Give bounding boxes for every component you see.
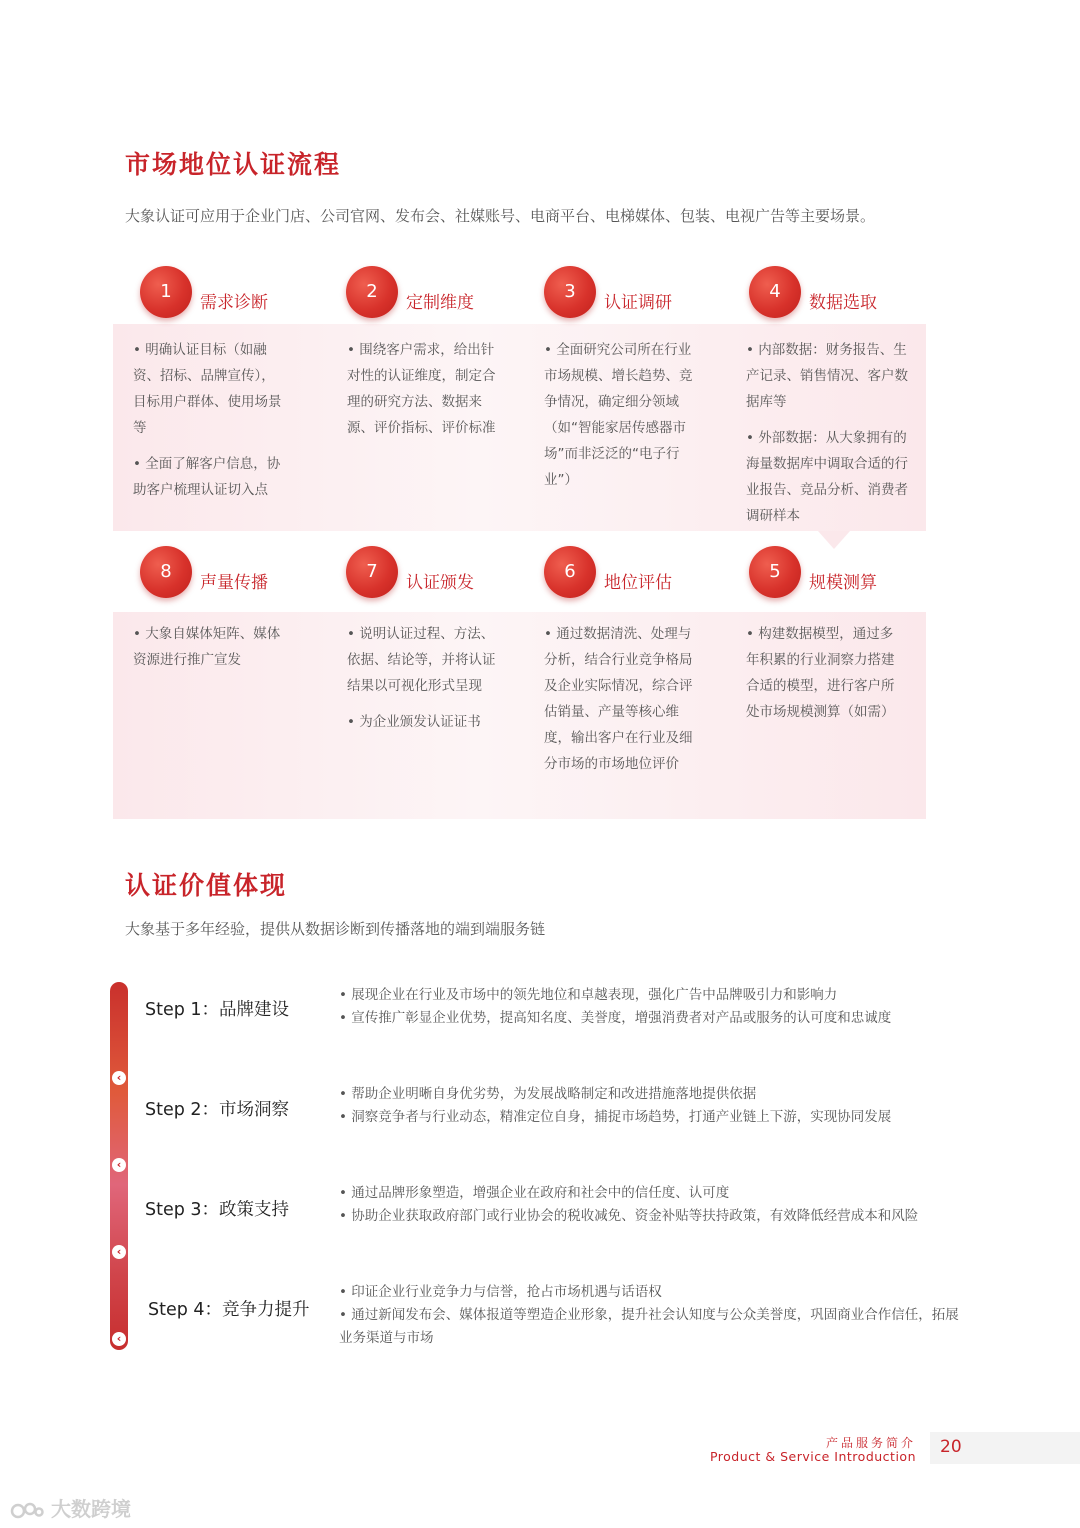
chevron-left-icon: ‹: [112, 1245, 126, 1259]
value-step-4-text: [339, 1281, 969, 1350]
step-number: 3: [544, 266, 596, 318]
watermark-text: 大数跨境: [50, 1497, 131, 1521]
step-number: 2: [346, 266, 398, 318]
card-point: • 内部数据：财务报告、生产记录、销售情况、客户数据库等: [746, 342, 908, 410]
card-point: • 全面了解客户信息，协助客户梳理认证切入点: [133, 456, 281, 498]
section-intro-process: 大象认证可应用于企业门店、公司官网、发布会、社媒账号、电商平台、电梯媒体、包装、电视广告等主要场景。: [125, 207, 876, 225]
card-point: • 外部数据：从大象拥有的海量数据库中调取合适的行业报告、竞品分析、消费者调研样本: [746, 430, 908, 524]
process-card-8: [133, 621, 283, 673]
chevron-left-icon: ‹: [112, 1332, 126, 1346]
value-point: • 宣传推广彰显企业优势，提高知名度、美誉度，增强消费者对产品或服务的认可度和忠诚度: [339, 1010, 892, 1026]
section-title-value: 认证价值体现: [125, 871, 288, 900]
section-title-process: 市场地位认证流程: [125, 150, 342, 179]
process-card-1: [133, 337, 283, 503]
process-card-6: [544, 621, 694, 777]
footer-title-en: Product & Service Introduction: [709, 1449, 916, 1464]
step-title: 认证颁发: [406, 573, 474, 593]
process-card-5: [746, 621, 896, 725]
page-number-box: [930, 1432, 1080, 1464]
card-point: • 通过数据清洗、处理与分析，结合行业竞争格局及企业实际情况，综合评估销量、产量等核心维度，输出客户在行业及细分市场的市场地位评价: [544, 626, 693, 772]
value-step-3-text: [339, 1182, 979, 1228]
step-number: 5: [749, 546, 801, 598]
value-point: • 展现企业在行业及市场中的领先地位和卓越表现，强化广告中品牌吸引力和影响力: [339, 987, 838, 1003]
page-number: 20: [940, 1437, 962, 1457]
step-title: 定制维度: [406, 293, 474, 313]
footer-title-cn: 产品服务简介: [825, 1436, 916, 1450]
watermark: [10, 1493, 131, 1522]
step-title: 规模测算: [809, 573, 877, 593]
process-card-2: [347, 337, 497, 441]
step-number: 4: [749, 266, 801, 318]
card-point: • 大象自媒体矩阵、媒体资源进行推广宣发: [133, 626, 281, 668]
step-number: 6: [544, 546, 596, 598]
process-card-3: [544, 337, 694, 493]
process-step-7: [346, 546, 516, 602]
card-point: • 说明认证过程、方法、依据、结论等，并将认证结果以可视化形式呈现: [347, 626, 496, 694]
chevron-left-icon: ‹: [112, 1158, 126, 1172]
section-intro-value: 大象基于多年经验，提供从数据诊断到传播落地的端到端服务链: [125, 920, 546, 938]
value-step-3-label: Step 3：政策支持: [145, 1200, 290, 1220]
step-title: 声量传播: [200, 573, 268, 593]
process-step-4: [749, 266, 919, 322]
value-point: • 通过新闻发布会、媒体报道等塑造企业形象，提升社会认知度与公众美誉度，巩固商业合作信任，拓展业务渠道与市场: [339, 1307, 959, 1346]
process-step-6: [544, 546, 714, 602]
card-point: • 围绕客户需求，给出针对性的认证维度，制定合理的研究方法、数据来源、评价指标、评价标准: [347, 342, 496, 436]
step-title: 需求诊断: [200, 293, 268, 313]
card-point: • 为企业颁发认证证书: [347, 714, 481, 730]
value-point: • 洞察竞争者与行业动态，精准定位自身，捕捉市场趋势，打通产业链上下游，实现协同发展: [339, 1109, 892, 1125]
step-title: 认证调研: [604, 293, 672, 313]
process-card-4: [746, 337, 908, 529]
process-card-7: [347, 621, 497, 735]
step-title: 地位评估: [604, 573, 672, 593]
step-title: 数据选取: [809, 293, 877, 313]
value-point: • 协助企业获取政府部门或行业协会的税收减免、资金补贴等扶持政策，有效降低经营成本和风险: [339, 1208, 919, 1224]
step-number: 8: [140, 546, 192, 598]
card-point: • 全面研究公司所在行业市场规模、增长趋势、竞争情况，确定细分领域（如“智能家居传感器市场”而非泛泛的“电子行业”）: [544, 342, 693, 488]
process-step-8: [140, 546, 310, 602]
value-step-4-label: Step 4：竞争力提升: [148, 1300, 310, 1320]
logo-icon: [10, 1500, 44, 1522]
value-point: • 印证企业行业竞争力与信誉，抢占市场机遇与话语权: [339, 1284, 662, 1300]
step-number: 7: [346, 546, 398, 598]
chevron-left-icon: ‹: [112, 1071, 126, 1085]
value-step-1-text: [339, 984, 979, 1030]
value-point: • 帮助企业明晰自身优劣势，为发展战略制定和改进措施落地提供依据: [339, 1086, 757, 1102]
process-step-5: [749, 546, 919, 602]
process-step-1: [140, 266, 310, 322]
value-step-2-text: [339, 1083, 979, 1129]
card-point: • 明确认证目标（如融资、招标、品牌宣传），目标用户群体、使用场景等: [133, 342, 282, 436]
value-point: • 通过品牌形象塑造，增强企业在政府和社会中的信任度、认可度: [339, 1185, 730, 1201]
card-point: • 构建数据模型，通过多年积累的行业洞察力搭建合适的模型，进行客户所处市场规模测算（如需）: [746, 626, 895, 720]
step-number: 1: [140, 266, 192, 318]
value-step-2-label: Step 2：市场洞察: [145, 1100, 290, 1120]
value-step-1-label: Step 1：品牌建设: [145, 1000, 290, 1020]
process-step-3: [544, 266, 714, 322]
process-step-2: [346, 266, 516, 322]
